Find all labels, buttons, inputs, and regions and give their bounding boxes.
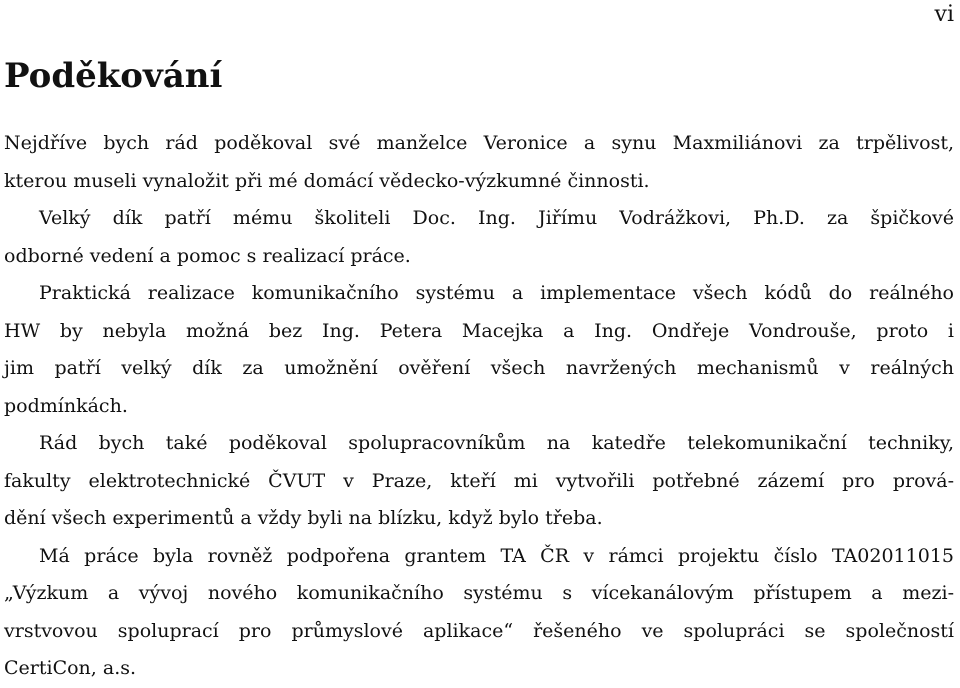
text-line: HW by nebyla možná bez Ing. Petera Macejka a Ing. Ondřeje Vondrouše, proto i	[4, 319, 954, 342]
paragraph-implementation	[4, 275, 954, 425]
text-line: Má práce byla rovněž podpořena grantem TA ČR v rámci projektu číslo TA02011015	[39, 544, 954, 567]
text-line: dění všech experimentů a vždy byli na blízku, když bylo třeba.	[4, 507, 603, 529]
text-line: Rád bych také poděkoval spolupracovníkům na katedře telekomunikační techniky,	[39, 432, 954, 454]
text-line: CertiCon, a.s.	[4, 657, 137, 679]
paragraph-colleagues	[4, 425, 954, 538]
section-heading: Poděkování	[4, 56, 223, 96]
acknowledgements-body	[4, 125, 954, 688]
paragraph-grant	[4, 538, 954, 688]
text-line: Velký dík patří mému školiteli Doc. Ing. Jiřímu Vodrážkovi, Ph.D. za špičkové	[39, 207, 954, 229]
text-line: kterou museli vynaložit při mé domácí vědecko-výzkumné činnosti.	[4, 169, 650, 192]
text-line: „Výzkum a vývoj nového komunikačního systému s vícekanálovým přístupem a mezi-	[4, 582, 954, 604]
page-number: vi	[934, 2, 954, 27]
paragraph-family	[4, 125, 954, 200]
text-line: odborné vedení a pomoc s realizací práce.	[4, 244, 411, 267]
text-line: podmínkách.	[4, 394, 128, 417]
text-line: fakulty elektrotechnické ČVUT v Praze, kteří mi vytvořili potřebné zázemí pro prová-	[4, 469, 954, 492]
paragraph-supervisor	[4, 200, 954, 275]
text-line: jim patří velký dík za umožnění ověření všech navržených mechanismů v reálných	[4, 357, 954, 379]
text-line: Nejdříve bych rád poděkoval své manželce Veronice a synu Maxmiliánovi za trpělivost,	[4, 132, 954, 154]
text-line: Praktická realizace komunikačního systému a implementace všech kódů do reálného	[39, 282, 954, 304]
text-line: vrstvovou spoluprací pro průmyslové aplikace“ řešeného ve spolupráci se společností	[4, 619, 954, 642]
